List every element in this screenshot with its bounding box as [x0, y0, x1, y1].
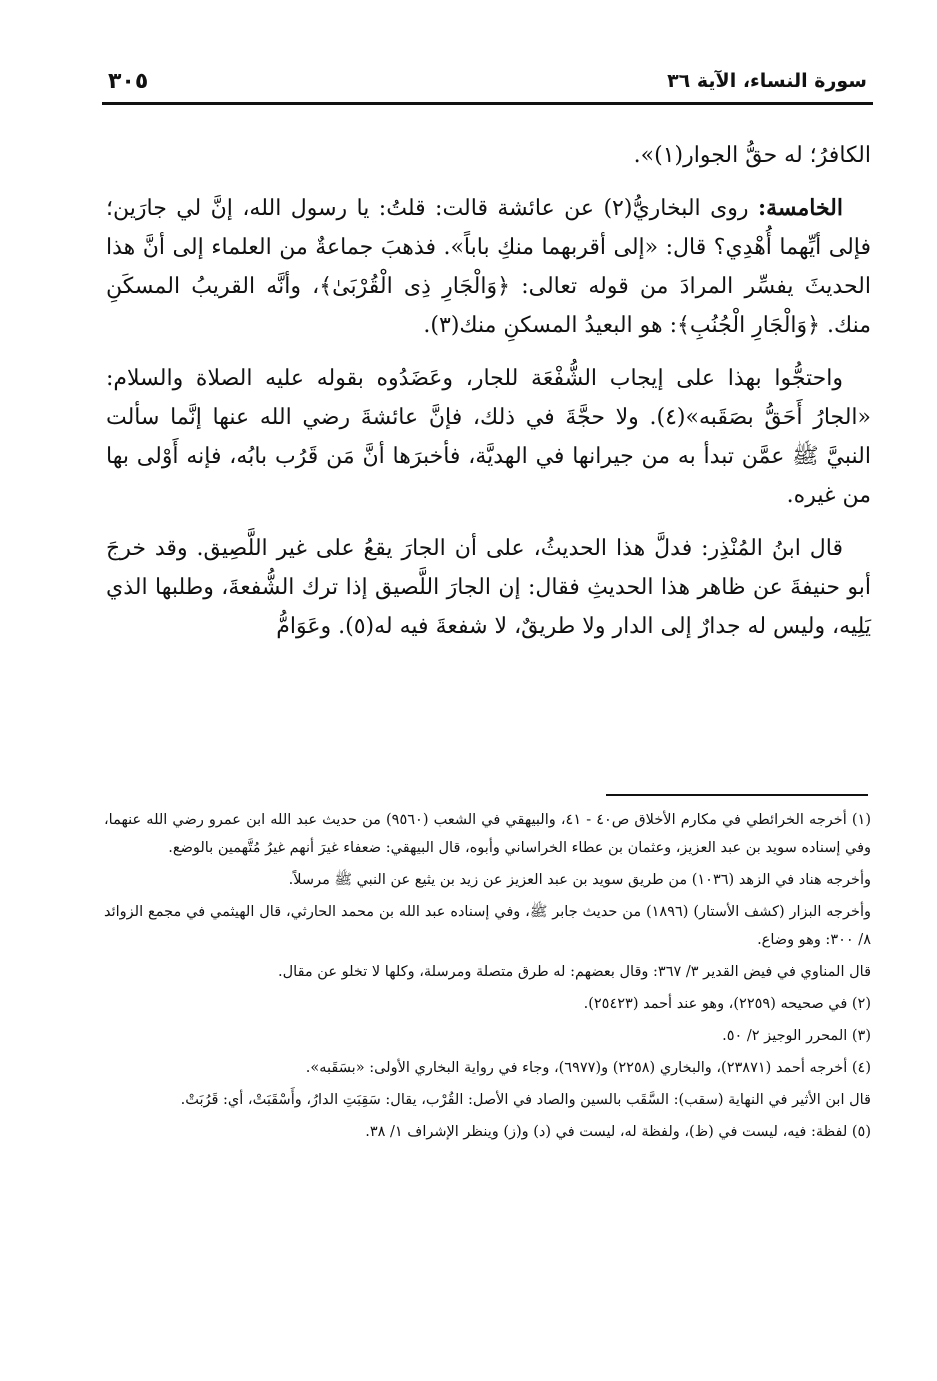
footnote-4-ibn-athir: قال ابن الأثير في النهاية (سقب): السَّقَب بالسين والصاد في الأصل: القُرْب، يقال: سَقِبَتِ الدارُ، وأَسْقَبَتْ، أي: قَرُبَتْ. [180, 1092, 871, 1108]
footnote-2: (٢) في صحيحه (٢٢٥٩)، وهو عند أحمد (٢٥٤٢٣). [583, 996, 871, 1012]
page-header [108, 64, 867, 98]
footnote-1-bazzar: وأخرجه البزار (كشف الأستار) (١٨٩٦) من حديث جابر ﷺ، وفي إسناده عبد الله بن محمد الحارثي، قال الهيثمي في مجمع الزوائد ٨/ ٣٠٠: وهو وضاع. [104, 904, 871, 948]
paragraph-fifth [106, 189, 871, 345]
footnote-1-hanad: وأخرجه هناد في الزهد (١٠٣٦) من طريق سويد بن عبد العزيز عن زيد بن يثيع عن النبي ﷺ مرسلاً. [288, 872, 871, 888]
footnote-5: (٥) لفظة: فيه، ليست في (ظ)، ولفظة له، ليست في (د) و(ز) وينظر الإشراف ١/ ٣٨. [365, 1124, 871, 1140]
footnote-3: (٣) المحرر الوجيز ٢/ ٥٠. [722, 1028, 871, 1044]
paragraph-ibn-mundhir: قال ابنُ المُنْذِر: فدلَّ هذا الحديثُ، على أن الجارَ يقعُ على غير اللَّصِيق. وقد خرجَ أبو حنيفةَ عن ظاهر هذا الحديثِ فقال: إن الجارَ اللَّصيق إذا ترك الشُّفعةَ، وطلبها الذي يَلِيه، وليس له جدارٌ إلى الدار ولا طريقٌ، لا شفعةَ فيه له(٥). وعَوَامُّ [106, 536, 871, 639]
paragraph-lead: الخامسة: [757, 195, 843, 221]
paragraph-continuation: الكافرُ؛ له حقُّ الجوار(١)». [633, 143, 871, 168]
footnote-1-munawi: قال المناوي في فيض القدير ٣/ ٣٦٧: وقال بعضهم: له طرق متصلة ومرسلة، وكلها لا تخلو عن مقال. [278, 964, 871, 980]
surah-title: سورة النساء، الآية ٣٦ [667, 70, 867, 92]
main-text [106, 136, 871, 660]
header-rule [102, 102, 873, 105]
page-number: ٣٠٥ [108, 68, 149, 94]
paragraph-shufa: واحتجُّوا بهذا على إيجاب الشُّفْعَة للجار، وعَضَدُوه بقوله عليه الصلاة والسلام: «الجارُ أَحَقُّ بصَقَبه»(٤). ولا حجَّةَ في ذلك، فإنَّ عائشةَ رضي الله عنها إنَّما سألت النبيَّ ﷺ عمَّن تبدأ به من جيرانها في الهديَّة، فأخبرَها أنَّ مَن قَرُب بابُه، فإنه أَوْلى بها من غيره. [106, 366, 872, 508]
footnote-1: (١) أخرجه الخرائطي في مكارم الأخلاق ص٤٠ - ٤١، والبيهقي في الشعب (٩٥٦٠) من حديث عبد الله ابن عمرو رضي الله عنهما، وفي إسناده سويد بن عبد العزيز، وعثمان بن عطاء الخراساني وأبوه، قال البيهقي: ضعفاء غيرَ أنهم غيرُ مُتَّهمين بالوضع. [104, 812, 872, 856]
footnotes [104, 806, 871, 1150]
footnote-4: (٤) أخرجه أحمد (٢٣٨٧١)، والبخاري (٢٢٥٨) و(٦٩٧٧)، وجاء في رواية البخاري الأولى: «بسَقَبه». [305, 1060, 871, 1076]
footnote-rule [606, 794, 868, 796]
paragraph-fifth-text: روى البخاريُّ(٢) عن عائشة قالت: قلتُ: يا رسول الله، إنَّ لي جارَين؛ فإلى أيِّهما أُهْدِي؟ قال: «إلى أقربهما منكِ باباً». فذهبَ جماعةٌ من العلماء إلى أنَّ هذا الحديثَ يفسِّر المرادَ من قوله تعالى: ﴿وَالْجَارِ ذِى الْقُرْبَىٰ﴾، وأنَّه القريبُ المسكَنِ منك. ﴿وَالْجَارِ الْجُنُبِ﴾: هو البعيدُ المسكنِ منك(٣). [106, 196, 871, 338]
